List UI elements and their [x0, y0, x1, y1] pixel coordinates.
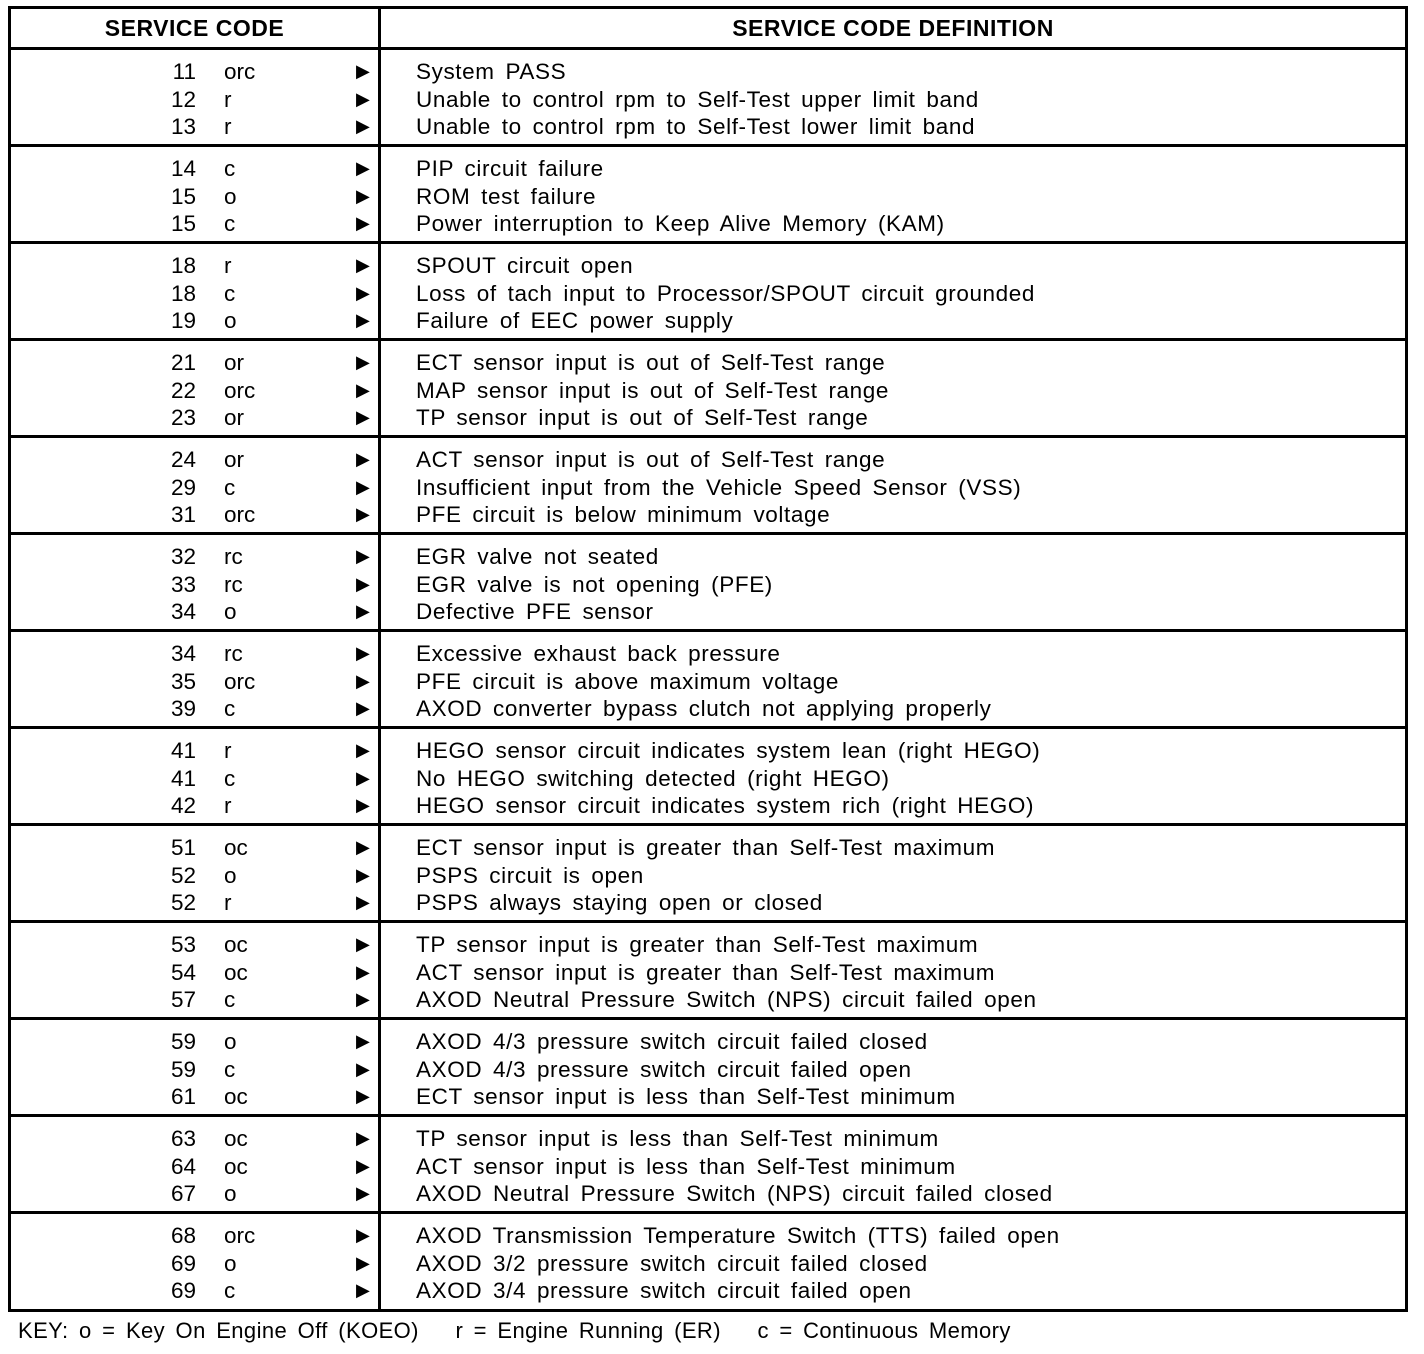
code-column: [11, 535, 381, 629]
code-column: [11, 923, 381, 1017]
arrow-right-icon: ▶: [356, 767, 370, 788]
code-definition: AXOD converter bypass clutch not applying properly: [416, 696, 992, 721]
code-row: [11, 1180, 378, 1208]
definition-column: [381, 729, 1405, 823]
code-definition: ACT sensor input is less than Self-Test minimum: [416, 1153, 956, 1179]
code-row: [11, 889, 378, 917]
arrow-right-icon: ▶: [356, 1086, 370, 1106]
test-condition: r: [224, 86, 232, 112]
code-group: [11, 147, 1405, 244]
code-column: [11, 147, 381, 241]
test-condition: o: [224, 308, 237, 333]
arrow-right-icon: ▶: [356, 476, 370, 497]
code-row: [11, 695, 378, 723]
service-code-number: 14: [170, 156, 196, 181]
code-definition: ECT sensor input is out of Self-Test range: [416, 350, 886, 375]
test-condition: c: [224, 1056, 236, 1082]
test-condition: orc: [224, 377, 256, 403]
code-row: [11, 1056, 378, 1084]
test-condition: c: [224, 765, 236, 791]
test-condition: o: [224, 183, 237, 209]
test-condition: orc: [224, 1223, 256, 1248]
service-code-number: 13: [170, 114, 196, 139]
test-condition: rc: [224, 641, 243, 666]
arrow-right-icon: ▶: [356, 864, 370, 885]
header-service-code-definition: SERVICE CODE DEFINITION: [732, 14, 1054, 41]
arrow-right-icon: ▶: [356, 407, 370, 427]
arrow-right-icon: ▶: [356, 1225, 370, 1245]
code-definition: PSPS always staying open or closed: [416, 890, 823, 915]
code-column: [11, 1020, 381, 1114]
code-definition: AXOD 4/3 pressure switch circuit failed open: [416, 1056, 912, 1082]
code-row: [11, 792, 378, 820]
service-code-number: 63: [170, 1126, 196, 1151]
service-code-number: 69: [170, 1250, 196, 1276]
test-condition: r: [224, 114, 232, 139]
arrow-right-icon: ▶: [356, 698, 370, 718]
service-code-number: 15: [170, 183, 196, 209]
code-definition: ROM test failure: [416, 183, 597, 209]
code-definition: ECT sensor input is less than Self-Test minimum: [416, 1084, 956, 1109]
code-definition: PFE circuit is above maximum voltage: [416, 668, 839, 694]
service-code-number: 59: [170, 1029, 196, 1054]
test-condition: orc: [224, 502, 256, 527]
test-condition: oc: [224, 1153, 248, 1179]
table-body: [11, 50, 1405, 1309]
code-definition: AXOD Neutral Pressure Switch (NPS) circuit failed open: [416, 987, 1037, 1012]
code-group: [11, 923, 1405, 1020]
test-condition: c: [224, 474, 236, 500]
code-definition: No HEGO switching detected (right HEGO): [416, 765, 890, 791]
test-condition: orc: [224, 668, 256, 694]
arrow-right-icon: ▶: [356, 837, 370, 857]
code-definition: AXOD 3/2 pressure switch circuit failed closed: [416, 1250, 928, 1276]
code-row: [11, 1153, 378, 1181]
legend-key: [18, 1318, 1037, 1344]
service-code-number: 22: [170, 377, 196, 403]
code-group: [11, 1020, 1405, 1117]
test-condition: or: [224, 350, 245, 375]
code-row: [11, 280, 378, 308]
code-row: [11, 252, 378, 280]
code-group: [11, 729, 1405, 826]
code-definition: HEGO sensor circuit indicates system rich (right HEGO): [416, 793, 1035, 818]
arrow-right-icon: ▶: [356, 1280, 370, 1300]
code-column: [11, 729, 381, 823]
test-condition: o: [224, 1181, 237, 1206]
test-condition: r: [224, 890, 232, 915]
definition-column: [381, 147, 1405, 241]
code-definition: SPOUT circuit open: [416, 253, 634, 278]
code-column: [11, 341, 381, 435]
code-row: [11, 307, 378, 335]
code-definition: PSPS circuit is open: [416, 862, 644, 888]
service-code-number: 52: [170, 890, 196, 915]
arrow-right-icon: ▶: [356, 892, 370, 912]
arrow-right-icon: ▶: [356, 116, 370, 136]
arrow-right-icon: ▶: [356, 601, 370, 621]
code-definition: ECT sensor input is greater than Self-Test maximum: [416, 835, 996, 860]
code-row: [11, 986, 378, 1014]
service-code-number: 42: [170, 793, 196, 818]
test-condition: r: [224, 253, 232, 278]
test-condition: r: [224, 793, 232, 818]
test-condition: orc: [224, 59, 256, 84]
code-row: [11, 765, 378, 793]
code-column: [11, 826, 381, 920]
service-code-number: 59: [170, 1056, 196, 1082]
arrow-right-icon: ▶: [356, 961, 370, 982]
code-definition: ACT sensor input is greater than Self-Test maximum: [416, 959, 996, 985]
code-group: [11, 535, 1405, 632]
code-definition: TP sensor input is less than Self-Test minimum: [416, 1126, 939, 1151]
service-code-number: 11: [172, 59, 196, 84]
test-condition: o: [224, 1029, 237, 1054]
arrow-right-icon: ▶: [356, 643, 370, 663]
test-condition: rc: [224, 544, 243, 569]
code-row: [11, 640, 378, 668]
code-row: [11, 1222, 378, 1250]
code-row: [11, 862, 378, 890]
arrow-right-icon: ▶: [356, 310, 370, 330]
arrow-right-icon: ▶: [356, 1252, 370, 1273]
code-definition: TP sensor input is out of Self-Test range: [416, 405, 869, 430]
service-code-number: 51: [170, 835, 196, 860]
code-row: [11, 1028, 378, 1056]
code-group: [11, 632, 1405, 729]
code-definition: ACT sensor input is out of Self-Test range: [416, 447, 886, 472]
code-group: [11, 341, 1405, 438]
code-group: [11, 438, 1405, 535]
code-definition: Unable to control rpm to Self-Test lower limit band: [416, 114, 976, 139]
service-code-number: 21: [170, 350, 196, 375]
arrow-right-icon: ▶: [356, 1183, 370, 1203]
code-definition: AXOD Transmission Temperature Switch (TTS) failed open: [416, 1223, 1060, 1248]
service-code-number: 19: [170, 308, 196, 333]
code-definition: Loss of tach input to Processor/SPOUT circuit grounded: [416, 280, 1036, 306]
arrow-right-icon: ▶: [356, 795, 370, 815]
service-code-number: 41: [170, 765, 196, 791]
arrow-right-icon: ▶: [356, 989, 370, 1009]
code-group: [11, 1117, 1405, 1214]
service-code-number: 31: [170, 502, 196, 527]
code-column: [11, 50, 381, 144]
service-code-number: 34: [170, 599, 196, 624]
test-condition: oc: [224, 835, 248, 860]
code-row: [11, 931, 378, 959]
code-definition: Defective PFE sensor: [416, 599, 654, 624]
arrow-right-icon: ▶: [356, 1031, 370, 1051]
test-condition: or: [224, 405, 245, 430]
arrow-right-icon: ▶: [356, 213, 370, 233]
header-service-code: SERVICE CODE: [11, 9, 381, 47]
service-code-number: 18: [170, 280, 196, 306]
service-code-number: 15: [170, 211, 196, 236]
test-condition: c: [224, 987, 236, 1012]
code-definition: Power interruption to Keep Alive Memory (KAM): [416, 211, 945, 236]
code-definition: AXOD Neutral Pressure Switch (NPS) circuit failed closed: [416, 1181, 1053, 1206]
definition-column: [381, 438, 1405, 532]
code-row: [11, 737, 378, 765]
test-condition: o: [224, 599, 237, 624]
arrow-right-icon: ▶: [356, 670, 370, 691]
code-row: [11, 86, 378, 114]
arrow-right-icon: ▶: [356, 1155, 370, 1176]
arrow-right-icon: ▶: [356, 379, 370, 400]
code-definition: EGR valve not seated: [416, 544, 659, 569]
test-condition: c: [224, 696, 236, 721]
definition-column: [381, 341, 1405, 435]
code-definition: TP sensor input is greater than Self-Test maximum: [416, 932, 979, 957]
code-definition: MAP sensor input is out of Self-Test range: [416, 377, 889, 403]
service-code-number: 34: [170, 641, 196, 666]
test-condition: c: [224, 156, 236, 181]
service-code-number: 24: [170, 447, 196, 472]
code-column: [11, 438, 381, 532]
definition-column: [381, 50, 1405, 144]
code-definition: PFE circuit is below minimum voltage: [416, 502, 831, 527]
test-condition: oc: [224, 959, 248, 985]
service-code-number: 29: [170, 474, 196, 500]
code-definition: EGR valve is not opening (PFE): [416, 571, 773, 597]
service-code-number: 61: [170, 1084, 196, 1109]
service-code-number: 12: [170, 86, 196, 112]
service-code-number: 18: [170, 253, 196, 278]
definition-column: [381, 632, 1405, 726]
test-condition: c: [224, 211, 236, 236]
code-group: [11, 826, 1405, 923]
service-code-number: 32: [170, 544, 196, 569]
code-definition: AXOD 4/3 pressure switch circuit failed closed: [416, 1029, 928, 1054]
code-row: [11, 155, 378, 183]
code-row: [11, 834, 378, 862]
test-condition: r: [224, 738, 232, 763]
code-row: [11, 571, 378, 599]
service-code-number: 35: [170, 668, 196, 694]
test-condition: o: [224, 862, 237, 888]
code-definition: Insufficient input from the Vehicle Speed Sensor (VSS): [416, 474, 1022, 500]
code-definition: Excessive exhaust back pressure: [416, 641, 781, 666]
service-code-number: 68: [170, 1223, 196, 1248]
code-row: [11, 1277, 378, 1305]
definition-column: [381, 923, 1405, 1017]
test-condition: oc: [224, 1126, 248, 1151]
arrow-right-icon: ▶: [356, 449, 370, 469]
arrow-right-icon: ▶: [356, 185, 370, 206]
service-code-number: 23: [170, 405, 196, 430]
code-definition: PIP circuit failure: [416, 156, 604, 181]
definition-column: [381, 244, 1405, 338]
arrow-right-icon: ▶: [356, 504, 370, 524]
arrow-right-icon: ▶: [356, 546, 370, 566]
arrow-right-icon: ▶: [356, 88, 370, 109]
code-row: [11, 446, 378, 474]
code-definition: Unable to control rpm to Self-Test upper limit band: [416, 86, 979, 112]
arrow-right-icon: ▶: [356, 740, 370, 760]
service-code-number: 41: [170, 738, 196, 763]
definition-column: [381, 1117, 1405, 1211]
key-r: r = Engine Running (ER): [455, 1318, 721, 1343]
code-group: [11, 1214, 1405, 1309]
code-column: [11, 1214, 381, 1309]
definition-column: [381, 1214, 1405, 1309]
table-header: [11, 9, 1405, 50]
code-row: [11, 1125, 378, 1153]
arrow-right-icon: ▶: [356, 573, 370, 594]
code-definition: Failure of EEC power supply: [416, 308, 734, 333]
service-code-table: [8, 6, 1408, 1312]
code-row: [11, 598, 378, 626]
code-row: [11, 404, 378, 432]
code-row: [11, 1250, 378, 1278]
code-row: [11, 501, 378, 529]
test-condition: oc: [224, 932, 248, 957]
arrow-right-icon: ▶: [356, 1058, 370, 1079]
arrow-right-icon: ▶: [356, 255, 370, 275]
service-code-number: 33: [170, 571, 196, 597]
code-row: [11, 377, 378, 405]
code-column: [11, 632, 381, 726]
test-condition: rc: [224, 571, 243, 597]
arrow-right-icon: ▶: [356, 352, 370, 372]
service-code-number: 39: [170, 696, 196, 721]
arrow-right-icon: ▶: [356, 934, 370, 954]
code-row: [11, 1083, 378, 1111]
code-row: [11, 668, 378, 696]
test-condition: o: [224, 1250, 237, 1276]
key-o: KEY: o = Key On Engine Off (KOEO): [18, 1318, 419, 1343]
service-code-number: 69: [170, 1278, 196, 1303]
code-group: [11, 244, 1405, 341]
service-code-number: 54: [170, 959, 196, 985]
service-code-number: 52: [170, 862, 196, 888]
service-code-number: 53: [170, 932, 196, 957]
arrow-right-icon: ▶: [356, 1128, 370, 1148]
code-column: [11, 244, 381, 338]
test-condition: oc: [224, 1084, 248, 1109]
code-row: [11, 474, 378, 502]
code-column: [11, 1117, 381, 1211]
definition-column: [381, 826, 1405, 920]
code-row: [11, 959, 378, 987]
code-row: [11, 543, 378, 571]
code-definition: HEGO sensor circuit indicates system lean (right HEGO): [416, 738, 1041, 763]
code-row: [11, 349, 378, 377]
code-group: [11, 50, 1405, 147]
service-code-number: 64: [170, 1153, 196, 1179]
arrow-right-icon: ▶: [356, 282, 370, 303]
code-row: [11, 113, 378, 141]
code-row: [11, 210, 378, 238]
code-definition: AXOD 3/4 pressure switch circuit failed open: [416, 1278, 912, 1303]
test-condition: or: [224, 447, 245, 472]
test-condition: c: [224, 1278, 236, 1303]
service-code-number: 67: [170, 1181, 196, 1206]
arrow-right-icon: ▶: [356, 158, 370, 178]
code-row: [11, 183, 378, 211]
key-c: c = Continuous Memory: [757, 1318, 1011, 1343]
arrow-right-icon: ▶: [356, 61, 370, 81]
definition-column: [381, 1020, 1405, 1114]
test-condition: c: [224, 280, 236, 306]
code-definition: System PASS: [416, 59, 567, 84]
service-code-number: 57: [170, 987, 196, 1012]
code-row: [11, 58, 378, 86]
definition-column: [381, 535, 1405, 629]
